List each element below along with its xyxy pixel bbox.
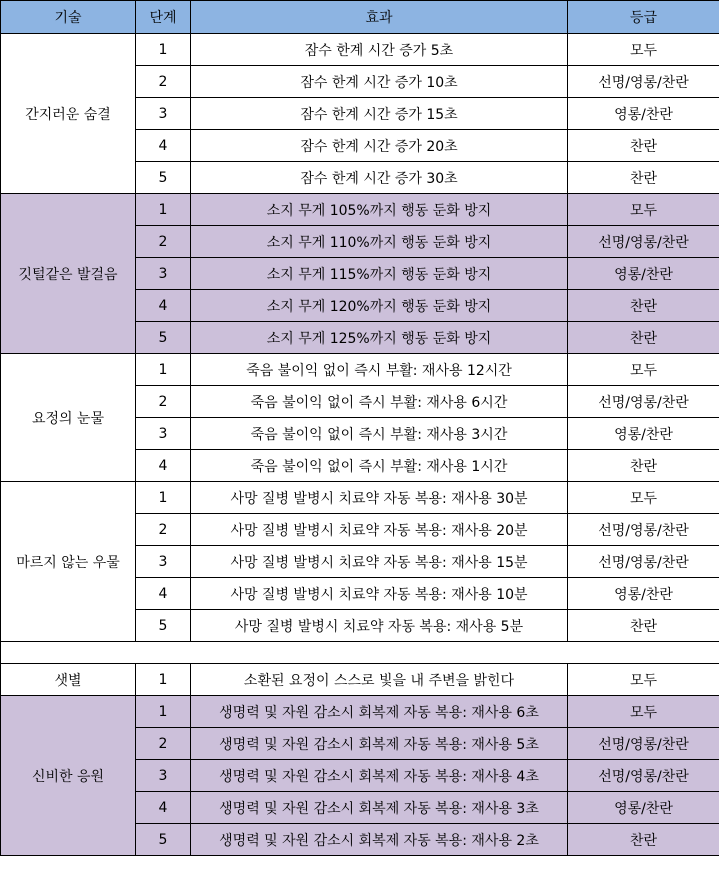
- effect-cell: 사망 질병 발병시 치료약 자동 복용: 재사용 10분: [191, 578, 568, 610]
- table-row: [1, 664, 719, 696]
- stage-cell: 3: [136, 760, 191, 792]
- grade-cell: 선명/영롱/찬란: [568, 728, 719, 760]
- grade-cell: 찬란: [568, 322, 719, 354]
- effect-cell: 잠수 한계 시간 증가 30초: [191, 162, 568, 194]
- effect-cell: 생명력 및 자원 감소시 회복제 자동 복용: 재사용 3초: [191, 792, 568, 824]
- grade-cell: 모두: [568, 34, 719, 66]
- grade-cell: 모두: [568, 696, 719, 728]
- effect-cell: 죽음 불이익 없이 즉시 부활: 재사용 6시간: [191, 386, 568, 418]
- table-row: [1, 34, 719, 66]
- stage-cell: 3: [136, 546, 191, 578]
- stage-cell: 4: [136, 130, 191, 162]
- effect-cell: 사망 질병 발병시 치료약 자동 복용: 재사용 30분: [191, 482, 568, 514]
- effect-cell: 소지 무게 105%까지 행동 둔화 방지: [191, 194, 568, 226]
- effect-cell: 잠수 한계 시간 증가 5초: [191, 34, 568, 66]
- effect-cell: 사망 질병 발병시 치료약 자동 복용: 재사용 15분: [191, 546, 568, 578]
- table-row: [1, 194, 719, 226]
- stage-cell: 4: [136, 792, 191, 824]
- stage-cell: 2: [136, 386, 191, 418]
- stage-cell: 1: [136, 482, 191, 514]
- skill-name-cell: 샛별: [1, 664, 136, 696]
- effect-cell: 죽음 불이익 없이 즉시 부활: 재사용 12시간: [191, 354, 568, 386]
- grade-cell: 영롱/찬란: [568, 258, 719, 290]
- effect-cell: 소지 무게 125%까지 행동 둔화 방지: [191, 322, 568, 354]
- grade-cell: 영롱/찬란: [568, 792, 719, 824]
- effect-cell: 죽음 불이익 없이 즉시 부활: 재사용 3시간: [191, 418, 568, 450]
- spacer-cell: [1, 642, 719, 664]
- grade-cell: 모두: [568, 194, 719, 226]
- effect-cell: 소지 무게 120%까지 행동 둔화 방지: [191, 290, 568, 322]
- stage-cell: 4: [136, 290, 191, 322]
- stage-cell: 5: [136, 162, 191, 194]
- skill-name-cell: 간지러운 숨결: [1, 34, 136, 194]
- table-row: [1, 696, 719, 728]
- stage-cell: 1: [136, 354, 191, 386]
- grade-cell: 영롱/찬란: [568, 98, 719, 130]
- stage-cell: 2: [136, 226, 191, 258]
- effect-cell: 사망 질병 발병시 치료약 자동 복용: 재사용 5분: [191, 610, 568, 642]
- stage-cell: 3: [136, 98, 191, 130]
- skill-name-cell: 마르지 않는 우물: [1, 482, 136, 642]
- grade-cell: 영롱/찬란: [568, 578, 719, 610]
- header-row: [1, 1, 719, 34]
- effect-cell: 소지 무게 115%까지 행동 둔화 방지: [191, 258, 568, 290]
- effect-cell: 소지 무게 110%까지 행동 둔화 방지: [191, 226, 568, 258]
- header-effect: 효과: [191, 1, 568, 34]
- header-grade: 등급: [568, 1, 719, 34]
- grade-cell: 찬란: [568, 824, 719, 856]
- grade-cell: 모두: [568, 354, 719, 386]
- grade-cell: 선명/영롱/찬란: [568, 546, 719, 578]
- effect-cell: 죽음 불이익 없이 즉시 부활: 재사용 1시간: [191, 450, 568, 482]
- stage-cell: 1: [136, 34, 191, 66]
- effect-cell: 생명력 및 자원 감소시 회복제 자동 복용: 재사용 5초: [191, 728, 568, 760]
- stage-cell: 5: [136, 824, 191, 856]
- grade-cell: 찬란: [568, 130, 719, 162]
- header-stage: 단계: [136, 1, 191, 34]
- skill-name-cell: 요정의 눈물: [1, 354, 136, 482]
- effect-cell: 소환된 요정이 스스로 빛을 내 주변을 밝힌다: [191, 664, 568, 696]
- skill-name-cell: 깃털같은 발걸음: [1, 194, 136, 354]
- effect-cell: 잠수 한계 시간 증가 15초: [191, 98, 568, 130]
- stage-cell: 3: [136, 258, 191, 290]
- stage-cell: 4: [136, 450, 191, 482]
- grade-cell: 찬란: [568, 610, 719, 642]
- stage-cell: 3: [136, 418, 191, 450]
- table-body: [1, 34, 719, 856]
- table-row: [1, 482, 719, 514]
- stage-cell: 1: [136, 696, 191, 728]
- grade-cell: 선명/영롱/찬란: [568, 514, 719, 546]
- grade-cell: 모두: [568, 664, 719, 696]
- effect-cell: 생명력 및 자원 감소시 회복제 자동 복용: 재사용 6초: [191, 696, 568, 728]
- header-skill: 기술: [1, 1, 136, 34]
- table-row: [1, 354, 719, 386]
- grade-cell: 찬란: [568, 450, 719, 482]
- spacer-row: [1, 642, 719, 664]
- stage-cell: 1: [136, 664, 191, 696]
- grade-cell: 선명/영롱/찬란: [568, 760, 719, 792]
- stage-cell: 2: [136, 514, 191, 546]
- stage-cell: 2: [136, 728, 191, 760]
- grade-cell: 찬란: [568, 162, 719, 194]
- stage-cell: 4: [136, 578, 191, 610]
- grade-cell: 선명/영롱/찬란: [568, 226, 719, 258]
- skill-name-cell: 신비한 응원: [1, 696, 136, 856]
- grade-cell: 모두: [568, 482, 719, 514]
- grade-cell: 찬란: [568, 290, 719, 322]
- effect-cell: 사망 질병 발병시 치료약 자동 복용: 재사용 20분: [191, 514, 568, 546]
- effect-cell: 생명력 및 자원 감소시 회복제 자동 복용: 재사용 2초: [191, 824, 568, 856]
- grade-cell: 영롱/찬란: [568, 418, 719, 450]
- grade-cell: 선명/영롱/찬란: [568, 66, 719, 98]
- effect-cell: 잠수 한계 시간 증가 20초: [191, 130, 568, 162]
- effect-cell: 생명력 및 자원 감소시 회복제 자동 복용: 재사용 4초: [191, 760, 568, 792]
- stage-cell: 2: [136, 66, 191, 98]
- stage-cell: 5: [136, 322, 191, 354]
- effect-cell: 잠수 한계 시간 증가 10초: [191, 66, 568, 98]
- stage-cell: 5: [136, 610, 191, 642]
- stage-cell: 1: [136, 194, 191, 226]
- grade-cell: 선명/영롱/찬란: [568, 386, 719, 418]
